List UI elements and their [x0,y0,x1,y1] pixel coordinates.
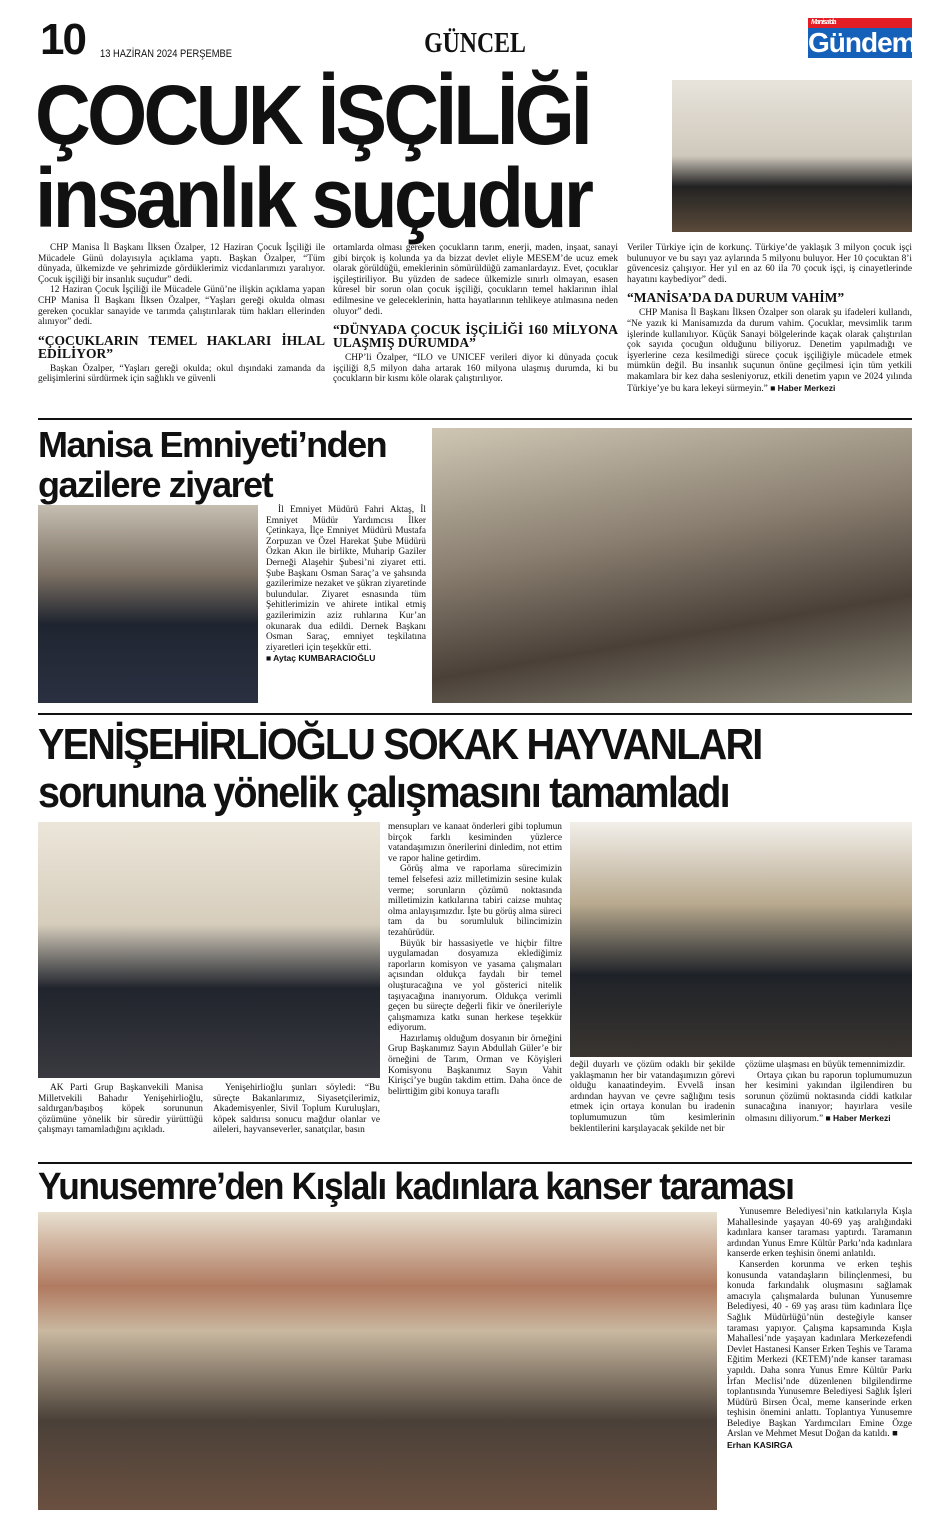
headline-3-line1: YENİŞEHİRLİOĞLU SOKAK HAYVANLARI [38,720,762,769]
paragraph: Yunusemre Belediyesi’nin katkılarıyla Kışla Mahallesinde yaşayan 40-69 yaş aralığındaki kadınlara kanser taraması yaptırdı. Taramanın ardından Yunus Emre Kültür Parkı’nda kadınlara kanserde erken teşhisin önemi anlatıldı. [727,1207,912,1260]
byline: ■ Haber Merkezi [825,1112,891,1123]
paragraph: ortamlarda olması gereken çocukların tarım, enerji, maden, inşaat, sanayi gibi birçok iş kolunda ya da bizzat devlet eliyle MESEM’de ucuz emek olarak görüldüğü, emeklerinin sömürüldüğü zamanlardayız. Evet, çocuklar işçileştiriliyor. Bu yüzden de sadece ülkemizle sınırlı olmayan, esasen küresel bir sorun olan çocuk işçiliği, çocukların temel haklarının ihlal edilmesine ve geleceklerinin, hatta hayatlarının tehlikeye atılmasına neden oluyor” dedi. [333,243,618,317]
photo-veterans-meeting [432,428,912,703]
headline-1-line2: insanlık suçudur [35,151,591,245]
byline: ■ Aytaç KUMBARACIOĞLU [266,653,376,664]
byline: ■ Haber Merkezi [770,382,836,393]
article4-body [727,1207,912,1450]
issue-date: 13 HAZİRAN 2024 PERŞEMBE [100,48,233,60]
headline-1-line1: ÇOCUK İŞÇİLİĞİ [35,68,589,162]
paragraph: AK Parti Grup Başkanvekili Manisa Milletvekili Bahadır Yenişehirlioğlu, saldırgan/başıboş köpek sorununun çözümüne yönelik bir süredir yürüttüğü çalışmayı tamamladığını açıkladı. [38,1083,203,1136]
divider [38,418,912,420]
article3-caption-mid [213,1083,380,1136]
article1-col2 [333,243,618,385]
paragraph: Yenişehirlioğlu şunları söyledi: “Bu süreçte Bakanlarımız, Siyasetçilerimiz, Akademisyenler, Sivil Toplum Kuruluşları, köpek saldırısı sonucu mağdur olanlar ve aileleri, hayvanseverler, sanatçılar, basın [213,1083,380,1136]
photo-ozalper [672,80,912,232]
subheading: “MANİSA’DA DA DURUM VAHİM” [627,290,845,306]
paragraph: 12 Haziran Çocuk İşçiliği ile Mücadele Günü’ne ilişkin açıklama yapan CHP Manisa İl Başkanı İlksen Özalper, “Yaşları gereği okulda olması gereken çocuklar sanayide ve tarımda çalıştırılarak tüm hakları ellerinden alınıyor” dedi. [38,285,325,328]
paragraph: Veriler Türkiye için de korkunç. Türkiye’de yaklaşık 3 milyon çocuk işçi bulunuyor ve bu sayı yaz aylarında 5 milyonu buluyor. Her 10 çocuktan 8’i güvencesiz çalışıyor. Her yıl en az 60 ila 70 çocuk işçi, iş cinayetlerinde hayatını kaybediyor” dedi. [627,243,912,285]
subheading: “DÜNYADA ÇOCUK İŞÇİLİĞİ 160 MİLYONA ULAŞMIŞ DURUMDA” [333,322,618,351]
paragraph: çözüme ulaşması en büyük temennimizdir. [745,1060,906,1070]
photo-file-handover-1 [38,822,380,1078]
newspaper-logo [808,18,916,58]
headline-4: Yunusemre’den Kışlalı kadınlara kanser taraması [38,1166,794,1208]
section-title: GÜNCEL [424,28,526,59]
paragraph: İl Emniyet Müdürü Fahri Aktaş, İl Emniyet Müdür Yardımcısı İlker Çetinkaya, İlçe Emniyet Müdürü Mustafa Zorpuzan ve Özel Harekat Şube Müdürü Özkan Akın ile birlikte, Muharip Gaziler Derneği Alaşehir Şubesi’ni ziyaret etti. Şube Başkanı Osman Saraç’a ve şahsında gazilerimize nezaket ve şükran ziyaretinde bulundular. Ziyaret esnasında tüm Şehitlerimizin ve ahirete intikal etmiş gazilerimizin aziz ruhlarına Kur’an okunarak dua edildi. Dernek Başkanı Osman Saraç, emniyet teşkilatına ziyaretleri için teşekkür etti. [266,505,426,653]
logo-top: Manisa'da [811,19,836,26]
article1-col3 [627,243,912,394]
divider [38,1162,912,1164]
headline-3-line2: sorununa yönelik çalışmasını tamamladı [38,768,729,817]
article1-col1 [38,243,325,385]
byline: Erhan KASIRGA [727,1440,793,1451]
paragraph: Hazırlamış olduğum dosyanın bir örneğini Grup Başkanımız Sayın Abdullah Güler’e bir örneğini de Tarım, Orman ve Köyişleri Komisyonu Başkanımız Sayın Vahit Kirişci’ye bugün takdim ettim. Daha önce de belirttiğim gibi konuya taraflı [388,1033,562,1097]
paragraph: Başkan Özalper, “Yaşları gereği okulda; okul dışındaki zamanda da gelişimlerini sürdürmek için sağlıklı ve güvenli [38,363,325,385]
article3-col-mid [388,822,562,1097]
headline-2-line1: Manisa Emniyeti’nden [38,424,387,465]
paragraph: Görüş alma ve raporlama sürecimizin temel felsefesi aziz milletimizin sesine kulak verme; sorunların çözümü noktasında milletimizin katkılarına tabiri caizse muhtaç olma anlayışımızdır. İşte bu görüş alma süreci tam da bu sorumluluk bilincimizin tezahürüdür. [388,864,562,938]
paragraph: CHP Manisa İl Başkanı İlksen Özalper, 12 Haziran Çocuk İşçiliği ile Mücadele Günü dolayısıyla açıklama yaptı. Başkan Özalper, “Tüm dünyada, ülkemizde ve şehrimizde gördüklerimiz vicdanlarımızı yaralıyor. Çocuk işçiliği bir insanlık suçudur” dedi. [38,243,325,285]
paragraph: Kanserden korunma ve erken teşhis konusunda vatandaşların bilinçlenmesi, bu konuda farkındalık oluşmasını sağlamak amacıyla çalışmalarda bulunan Yunusemre Belediyesi, 40 - 69 yaş arası tüm kadınlara İlçe Sağlık Müdürlüğü’nün desteğiyle kanser taraması yapıyor. Çalışma kapsamında Kışla Mahallesi’nde yaşayan kadınlara Merkezefendi Devlet Hastanesi Kanser Erken Teşhis ve Tarama Eğitim Merkezi (KETEM)’nde kanser taraması yapıldı. Daha sonra Yunus Emre Kültür Parkı İrfan Meclisi’nde düzenlenen bilgilendirme toplantısında Yunusemre Belediyesi Sağlık İşleri Müdürü Birsen Öcal, meme kanserinde erken teşhisin önemini anlattı. Toplantıya Yunusemre Belediye Başkan Yardımcıları Emine Özge Arslan ve Mehmet Mesut Doğan da katıldı. ■ [727,1259,912,1440]
subheading: “ÇOCUKLARIN TEMEL HAKLARI İHLAL EDİLİYOR” [38,332,325,361]
logo-text: Gündem [808,27,916,58]
page-number: 10 [40,15,85,64]
paragraph: Ortaya çıkan bu raporun toplumumuzun her kesimini yakından ilgilendiren bu sorunun çözümü noktasında ciddi katkılar sunacağına inanıyor; hayırlara vesile olmasını diliyorum.” [745,1070,912,1124]
article3-caption-left [38,1083,203,1136]
headline-2-line2: gazilere ziyaret [38,464,273,505]
photo-file-handover-2 [570,822,912,1057]
article3-col-right2 [745,1060,912,1125]
divider [38,713,912,715]
article3-col-right1 [570,1060,735,1134]
paragraph: CHP Manisa İl Başkanı İlksen Özalper son olarak şu ifadeleri kullandı, “Ne yazık ki Manisamızda da durum vahim. Çocuklar, mevsimlik tarım işlerinde kullanılıyor. Küçük Sanayi bölgelerinde kaçak olarak çalıştırılan çok sayıda çocuğun olduğunu biliyoruz. Denetim yapılmadığı ve işyerlerine ceza kesilmediği sürece çocuk işçiliğiyle mücadele etmek mümkün değil. Bu insanlık suçunun önüne geçilmesi için tüm yetkili makamlara bir kez daha sesleniyoruz, etkili denetim yapın ve 2024 yılında Türkiye’ye bu kara lekeyi sürmeyin.” [627,308,912,394]
article2-body [266,505,426,663]
paragraph: mensupları ve kanaat önderleri gibi toplumun birçok farklı kesiminden yüzlerce vatandaşımızın önerilerini dinledim, not ettim ve rapor haline getirdim. [388,822,562,864]
photo-officials [38,505,258,703]
paragraph: Büyük bir hassasiyetle ve hiçbir filtre uygulamadan dosyamıza eklediğimiz raporların komisyon ve yasama çalışmaları açısından oldukça faydalı bir temel oluşturacağına ve yol gösterici nitelik taşıyacağına inanıyorum. Oldukça verimli geçen bu süreçte değerli fikir ve önerileriyle çalışmamıza katkı sunan herkese teşekkür ediyorum. [388,938,562,1034]
photo-women-group [38,1212,717,1510]
paragraph: değil duyarlı ve çözüm odaklı bir şekilde yaklaşmanın her bir vatandaşımızın görevi olduğu kanaatindeyim. Evvelâ insan ardından hayvan ve çevre sağlığını tesis etmek için ortaya konulan bu iradenin toplumumuzun tüm kesimlerinin beklentilerini karşılayacak şekilde net bir [570,1060,735,1134]
paragraph: CHP’li Özalper, “ILO ve UNICEF verileri diyor ki dünyada çocuk işçiliği 8,5 milyon daha artarak 160 milyona ulaşmış durumda, ki bu çocukların bir kısmı köle olarak çalıştırılıyor. [333,353,618,385]
